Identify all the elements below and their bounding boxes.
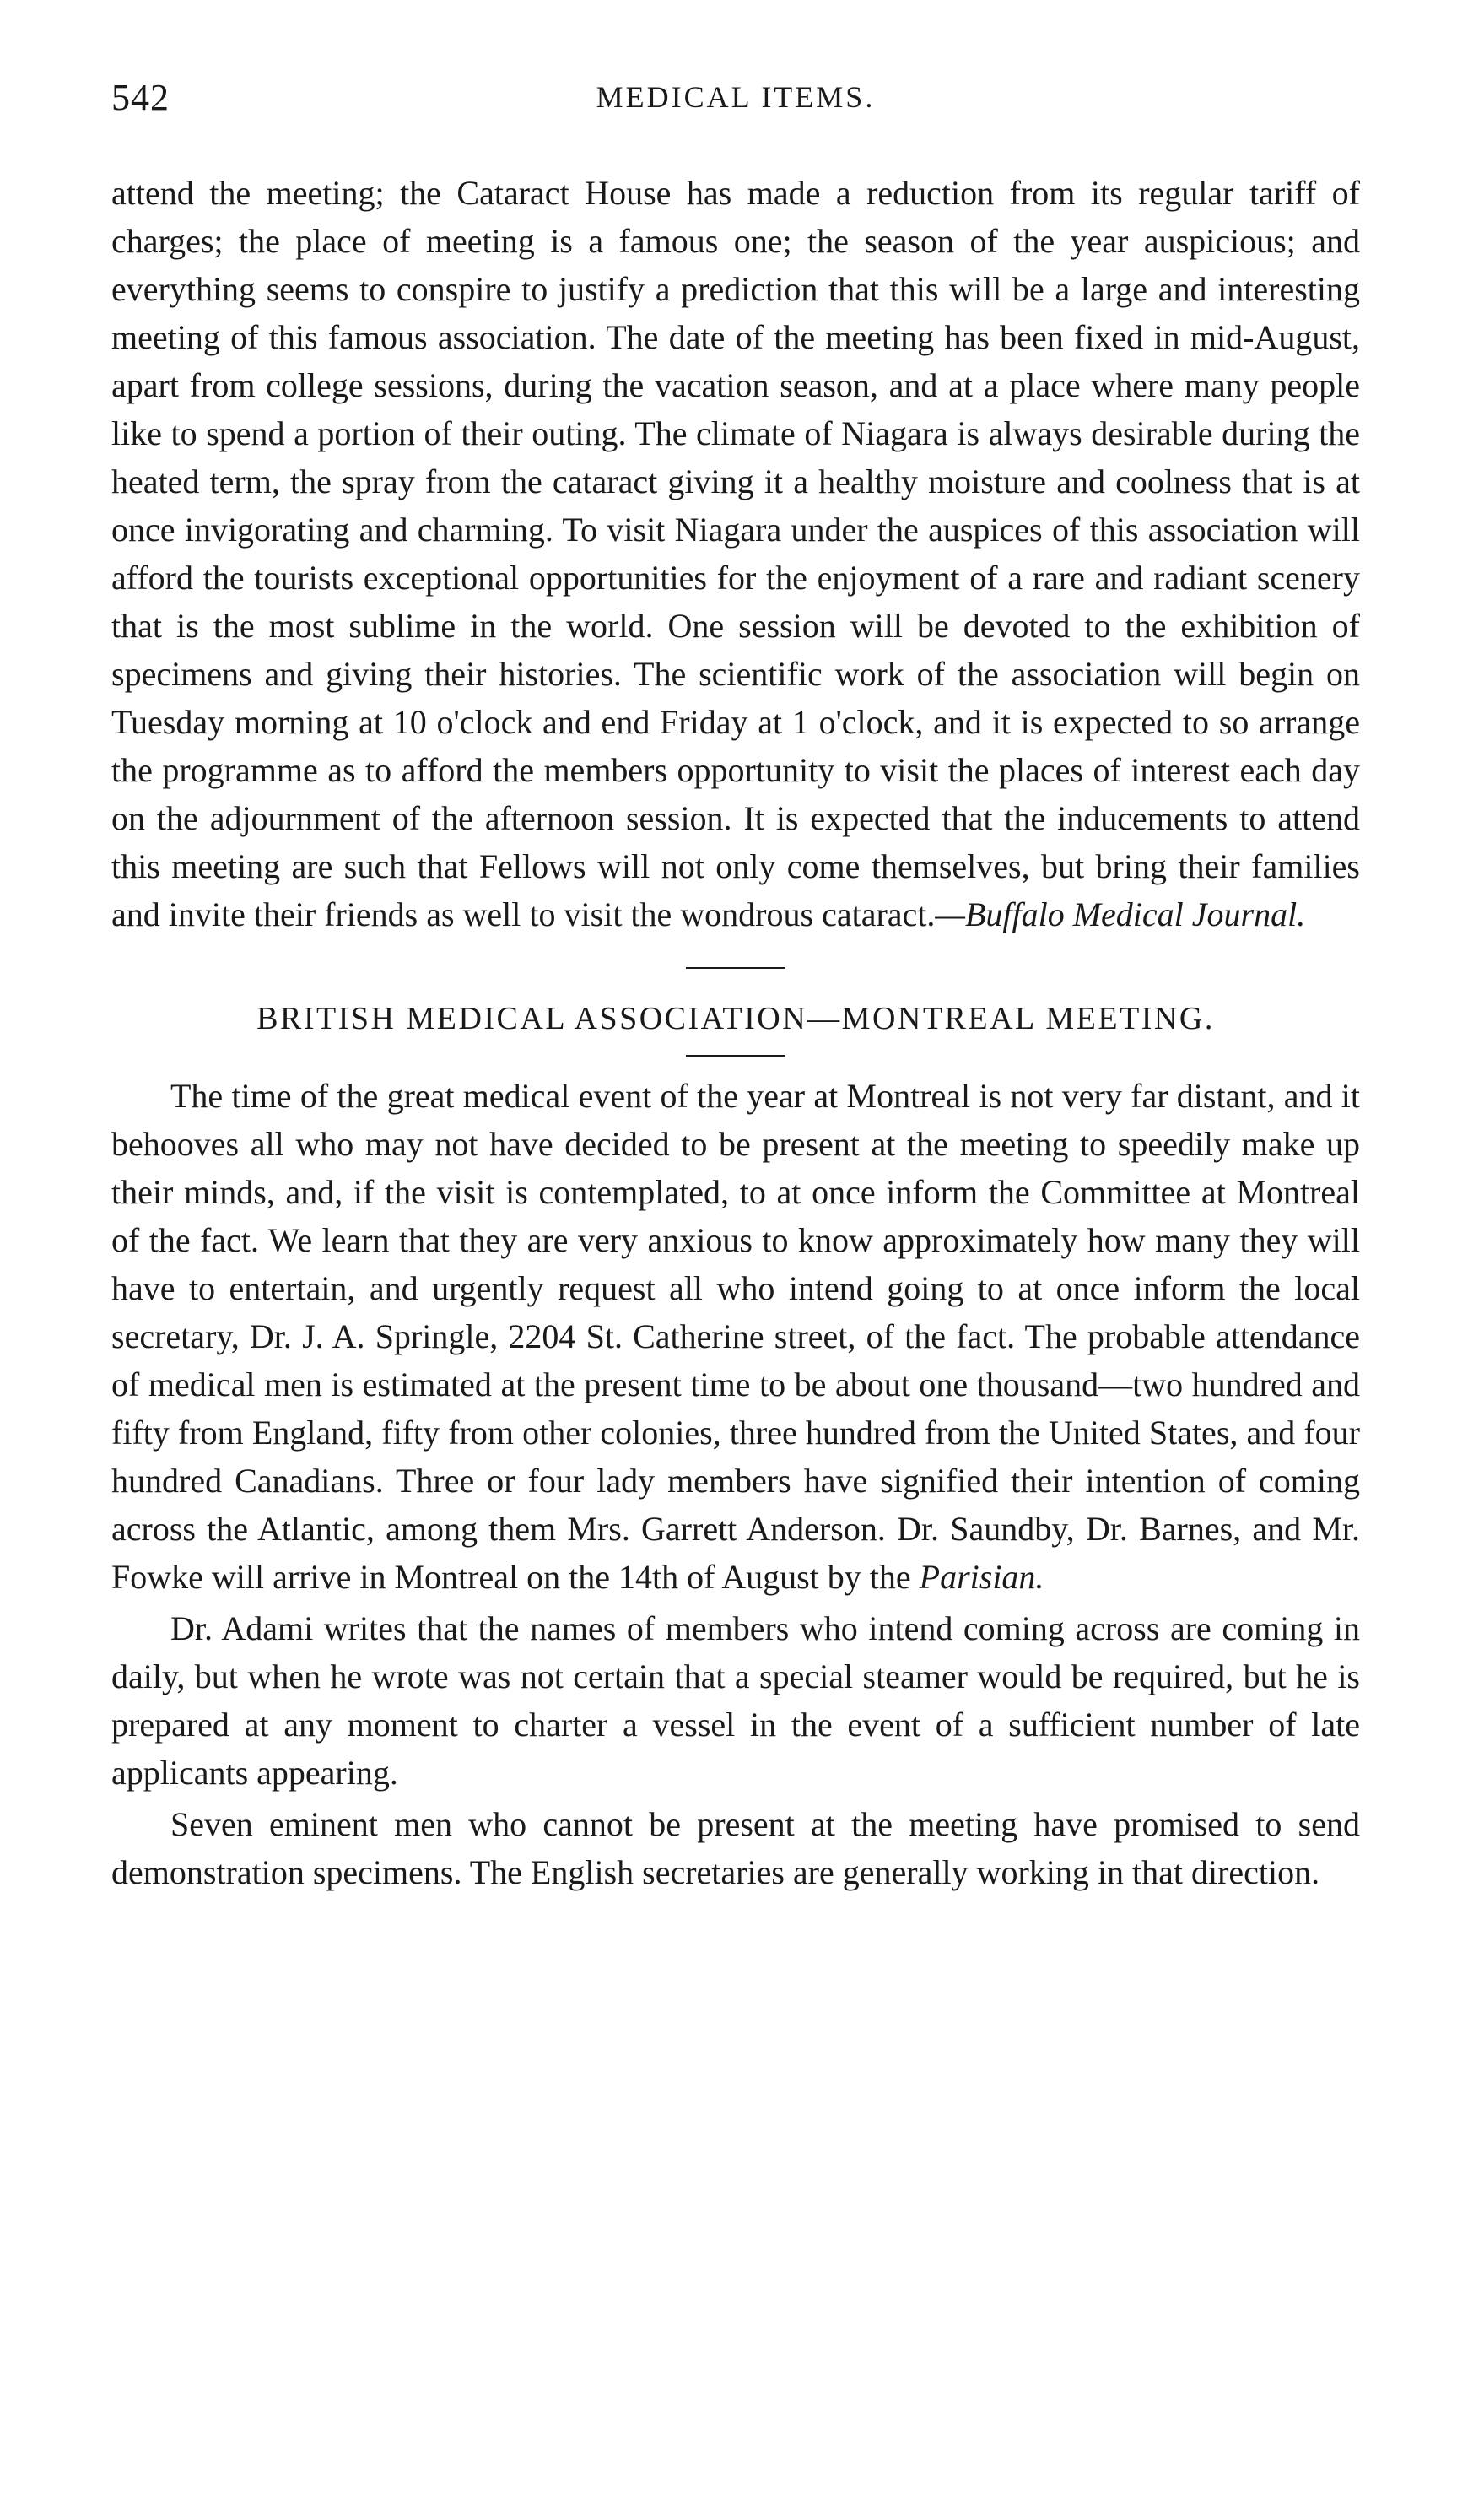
article-niagara-text: attend the meeting; the Cataract House has made a reduction from its regular tariff of charges; the place of meeting is a famous one; the season of the year auspicious; and everything seems to conspire to justify a prediction that this will be a large and interesting meeting of this famous association. The date of the meeting has been fixed in mid-August, apart from college sessions, during the vacation season, and at a place where many people like to spend a portion of their outing. The climate of Niagara is always desirable during the heated term, the spray from the cataract giving it a healthy moisture and coolness that is at once invigorating and charming. To visit Niagara under the auspices of this association will afford the tourists exceptional opportunities for the enjoyment of a rare and radiant scenery that is the most sublime in the world. One session will be devoted to the exhibition of specimens and giving their histories. The scientific work of the association will begin on Tuesday morning at 10 o'clock and end Friday at 1 o'clock, and it is expected to so arrange the programme as to afford the members opportunity to visit the places of interest each day on the adjournment of the afternoon session. It is expected that the inducements to attend this meeting are such that Fellows will not only come themselves, but bring their families and invite their friends as well to visit the wondrous cataract. <box>111 174 1360 933</box>
section-heading: BRITISH MEDICAL ASSOCIATION—MONTREAL MEETING. <box>256 1001 1215 1036</box>
article-niagara-source: —Buffalo Medical Journal. <box>935 895 1306 933</box>
montreal-paragraph-3: Seven eminent men who cannot be present at the meeting have promised to send demonstration specimens. The English secretaries are generally working in that direction. <box>111 1805 1360 1891</box>
article-niagara-paragraph <box>111 169 1360 938</box>
heading-underline <box>686 1055 785 1057</box>
page-number: 542 <box>111 77 170 118</box>
montreal-paragraph-2: Dr. Adami writes that the names of members who intend coming across are coming in daily, but when he wrote was not certain that a special steamer would be required, but he is prepared at any moment to charter a vessel in the event of a sufficient number of late applicants appearing. <box>111 1609 1360 1792</box>
running-title: MEDICAL ITEMS. <box>596 80 876 114</box>
document-page <box>111 76 1360 1896</box>
ship-name: Parisian. <box>919 1558 1044 1596</box>
running-head <box>111 76 1360 135</box>
section-divider <box>686 967 785 969</box>
montreal-paragraph-1-text: The time of the great medical event of the year at Montreal is not very far distant, and it behooves all who may not have decided to be present at the meeting to speedily make up their minds, and, if the visit is contemplated, to at once inform the Committee at Montreal of the fact. We learn that they are very anxious to know approximately how many they will have to entertain, and urgently request all who intend going to at once inform the local secretary, Dr. J. A. Springle, 2204 St. Catherine street, of the fact. The probable attendance of medical men is estimated at the present time to be about one thousand—two hundred and fifty from England, fifty from other colonies, three hundred from the United States, and four hundred Canadians. Three or four lady members have signified their intention of coming across the Atlantic, among them Mrs. Garrett Anderson. Dr. Saundby, Dr. Barnes, and Mr. Fowke will arrive in Montreal on the 14th of August by the <box>111 1077 1360 1596</box>
montreal-paragraph-1 <box>111 1072 1360 1601</box>
